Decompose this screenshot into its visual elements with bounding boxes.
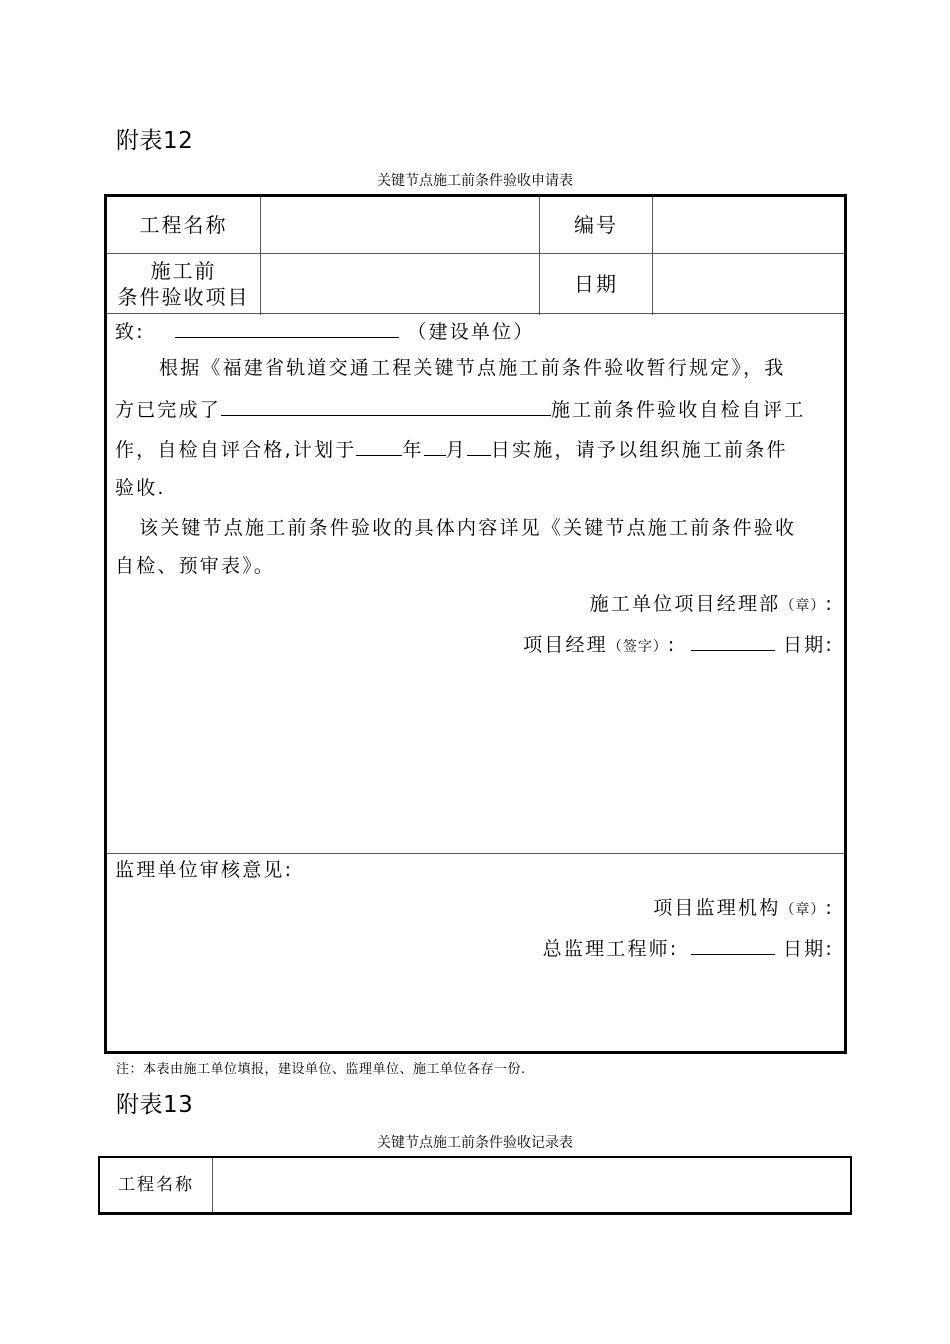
appendix-13-caption: 关键节点施工前条件验收记录表: [377, 1135, 573, 1151]
appendix-12-caption: 关键节点施工前条件验收申请表: [377, 173, 573, 189]
day-blank[interactable]: [467, 435, 491, 456]
chief-engineer-line: [543, 934, 834, 962]
year-text: 年: [402, 439, 424, 461]
number-label: 编号: [574, 213, 618, 237]
supervision-opinion-label: 监理单位审核意见:: [115, 859, 294, 881]
acceptance-item-label-line2: 条件验收项目: [117, 284, 250, 309]
colon: :: [825, 593, 834, 615]
month-blank[interactable]: [424, 435, 446, 456]
application-form-table: [104, 194, 847, 1054]
record-project-name-field[interactable]: [213, 1158, 849, 1212]
para2-line2: 自检、预审表》。: [115, 555, 276, 577]
para1-line3-suffix: 日实施，请予以组织施工前条件: [490, 439, 788, 461]
sign-text: （签字）: [607, 639, 668, 655]
row-divider: [107, 853, 844, 854]
appendix-13-heading: 附表13: [116, 1092, 194, 1118]
para1-line3: [115, 435, 788, 463]
pm-date-label: 日期:: [782, 634, 834, 656]
acceptance-item-label: [107, 254, 260, 313]
project-manager-label: 项目经理: [523, 634, 608, 656]
colon: :: [667, 634, 677, 656]
chief-date-label: 日期:: [782, 938, 834, 960]
row-divider: [107, 313, 844, 314]
contractor-seal-line: [590, 591, 834, 619]
supervision-org-label: 项目监理机构: [653, 897, 781, 919]
appendix-12-heading: 附表12: [116, 128, 194, 154]
date-label: 日期: [574, 271, 618, 296]
contractor-unit-label: 施工单位项目经理部: [589, 593, 781, 615]
para1-line2-suffix: 施工前条件验收自检自评工: [551, 399, 806, 421]
project-name-label: 工程名称: [139, 213, 228, 237]
acceptance-item-label-line1: 施工前: [150, 258, 217, 283]
completed-item-blank[interactable]: [221, 395, 551, 416]
month-text: 月: [445, 439, 467, 461]
para1-line3-prefix: 作，自检自评合格,计划于: [115, 439, 357, 461]
record-form-table: [98, 1156, 852, 1215]
addressee-line: [115, 317, 535, 345]
construction-unit-blank[interactable]: [175, 317, 399, 338]
colon: :: [825, 897, 834, 919]
para2-line1: 该关键节点施工前条件验收的具体内容详见《关键节点施工前条件验收: [139, 517, 797, 539]
year-blank[interactable]: [356, 435, 402, 456]
para1-line2-prefix: 方已完成了: [115, 399, 222, 421]
supervision-seal-line: [653, 895, 834, 923]
acceptance-item-field[interactable]: [261, 254, 539, 313]
chief-signature-blank[interactable]: [691, 934, 775, 955]
para1-line1: 根据《福建省轨道交通工程关键节点施工前条件验收暂行规定》，我: [159, 357, 786, 379]
number-field[interactable]: [653, 197, 844, 253]
date-field[interactable]: [653, 254, 844, 313]
project-manager-line: [523, 630, 834, 660]
form-note: 注：本表由施工单位填报，建设单位、监理单位、施工单位各存一份.: [116, 1062, 526, 1077]
chief-engineer-label: 总监理工程师:: [542, 938, 679, 960]
record-project-name-label: 工程名称: [118, 1175, 194, 1195]
seal-text: （章）: [780, 902, 826, 918]
seal-text: （章）: [780, 598, 826, 614]
pm-signature-blank[interactable]: [691, 630, 775, 651]
project-name-field[interactable]: [261, 197, 539, 253]
to-suffix: （建设单位）: [407, 321, 535, 343]
para1-line4: 验收.: [115, 477, 166, 499]
para1-line2: [115, 395, 805, 423]
to-prefix: 致:: [115, 321, 145, 343]
